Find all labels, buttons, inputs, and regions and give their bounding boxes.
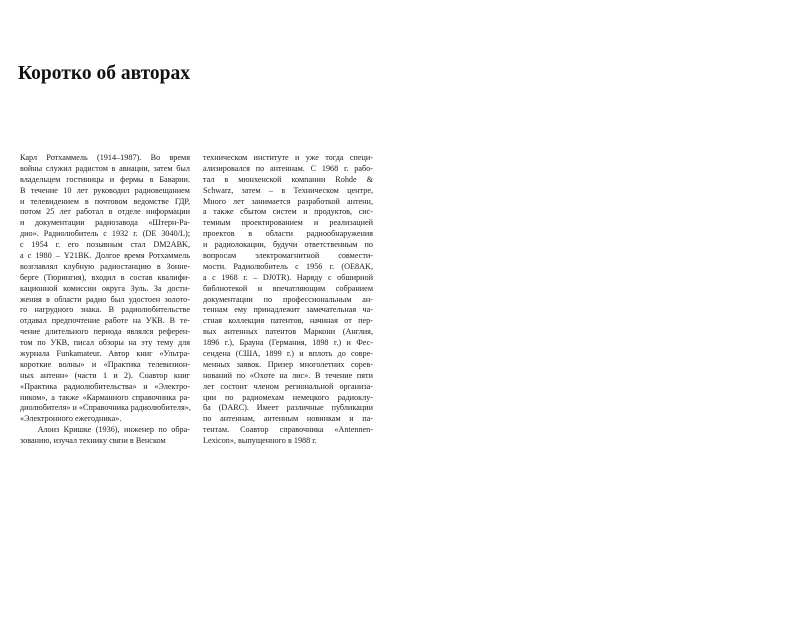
text-line: техническом институте и уже тогда специ- [203,153,373,162]
text-line: ба (DARC). Имеет различные публикации [203,403,373,413]
text-line: стная коллекция патентов, начиная от пер- [203,316,373,326]
text-line: с 1954 г. его позывным стал DM2ABK, [20,240,190,250]
text-line: библиотекой и впечатляющим собранием [203,283,373,293]
text-line: вых антенных патентов Маркони (Англия, [203,327,373,337]
text-line: Карл Ротхаммель (1914–1987). Во время [20,153,190,162]
text-line: ализировался по антеннам. С 1968 г. рабо- [203,163,373,173]
text-line: «Электронного ежегодника». [20,414,122,424]
text-line: потом 25 лет работал в отделе информации [20,207,190,217]
page-title: Коротко об авторах [18,63,191,84]
text-line: теннам ему принадлежит замечательная ча- [203,305,373,315]
text-line: тентам. Соавтор справочника «Antennen- [203,425,373,435]
text-line: проектов в области радиообнаружения [203,229,373,239]
text-line: владельцем гостиницы и фермы в Баварии. [20,174,190,184]
text-line: журнала Funkamateur. Автор книг «Ультра- [20,349,190,359]
left-column [20,153,190,447]
text-line: и радиолокации, будучи ответственным по [203,240,373,250]
text-line: ником», а также «Карманного справочника ра- [20,392,190,402]
text-line: менных заявок. Призер многолетних сорев- [203,359,373,369]
text-line: вопросам электромагнитной совмести- [203,251,373,261]
text-line: зованию, изучал технику связи в Венском [20,436,166,446]
text-line: ции по радиомехам немецкого радиоклу- [203,392,373,402]
text-line: темным проектированием и реализацией [203,218,373,228]
text-line: отдавал предпочтение работе на УКВ. В те- [20,316,190,326]
text-line: жения в области радио был удостоен золото- [20,294,190,304]
text-line: В течение 10 лет руководил радиовещанием [20,185,190,195]
text-line: Много лет занимается разработкой антенн, [203,196,373,206]
text-line: и телевидением в почтовом ведомстве ГДР, [20,196,190,206]
text-line: чение длительного периода являлся референ- [20,327,190,337]
text-line: а с 1980 – Y21BK. Долгое время Ротхаммель [20,251,190,261]
text-line: дио». Радиолюбитель с 1932 г. (DE 3040/L); [20,229,190,239]
text-line: по антеннам, антенным новинкам и па- [203,414,373,424]
text-line: документации по профессиональным ан- [203,294,373,304]
text-line: лет состоит членом региональной организа- [203,381,373,391]
text-line: Алоиз Кришке (1936), инженер по обра- [20,425,190,435]
text-line: возглавлял клубную радиостанцию в Зонне- [20,261,190,271]
text-line: том по УКВ, писал обзоры на эту тему для [20,338,190,348]
text-line: Schwarz, затем – в Техническом центре, [203,185,373,195]
text-line: 1896 г.), Брауна (Германия, 1898 г.) и Фес- [203,338,373,348]
text-line: тал в мюнхенской компании Rohde & [203,174,373,184]
right-column [203,153,373,447]
text-line: мости. Радиолюбитель с 1956 г. (OE8AK, [203,261,373,271]
text-line: нований по «Охоте на лис». В течение пяти [203,370,373,380]
text-line: короткие волны» и «Практика телевизион- [20,359,190,369]
text-line: диолюбителя» и «Справочника радиолюбителя», [20,403,191,413]
text-line: ных антенн» (части 1 и 2). Соавтор книг [20,370,190,380]
text-line: кационной комиссии округа Зуль. За дости- [20,283,190,293]
text-line: и документации радиозавода «Штерн-Ра- [20,218,190,228]
text-line: а с 1968 г. – DJ0TR). Наряду с обширной [203,272,373,282]
text-line: «Практика радиолюбительства» и «Электро- [20,381,190,391]
text-line: а также сбытом систем и продуктов, сис- [203,207,373,217]
text-line: войны служил радистом в авиации, затем был [20,163,190,173]
text-line: Lexicon», выпущенного в 1988 г. [203,436,317,446]
text-line: берге (Тюрингия), входил в состав квалифи- [20,272,190,282]
text-line: сендена (США, 1899 г.) и вплоть до совре- [203,349,373,359]
text-line: го нагрудного знака. В радиолюбительстве [20,305,190,315]
